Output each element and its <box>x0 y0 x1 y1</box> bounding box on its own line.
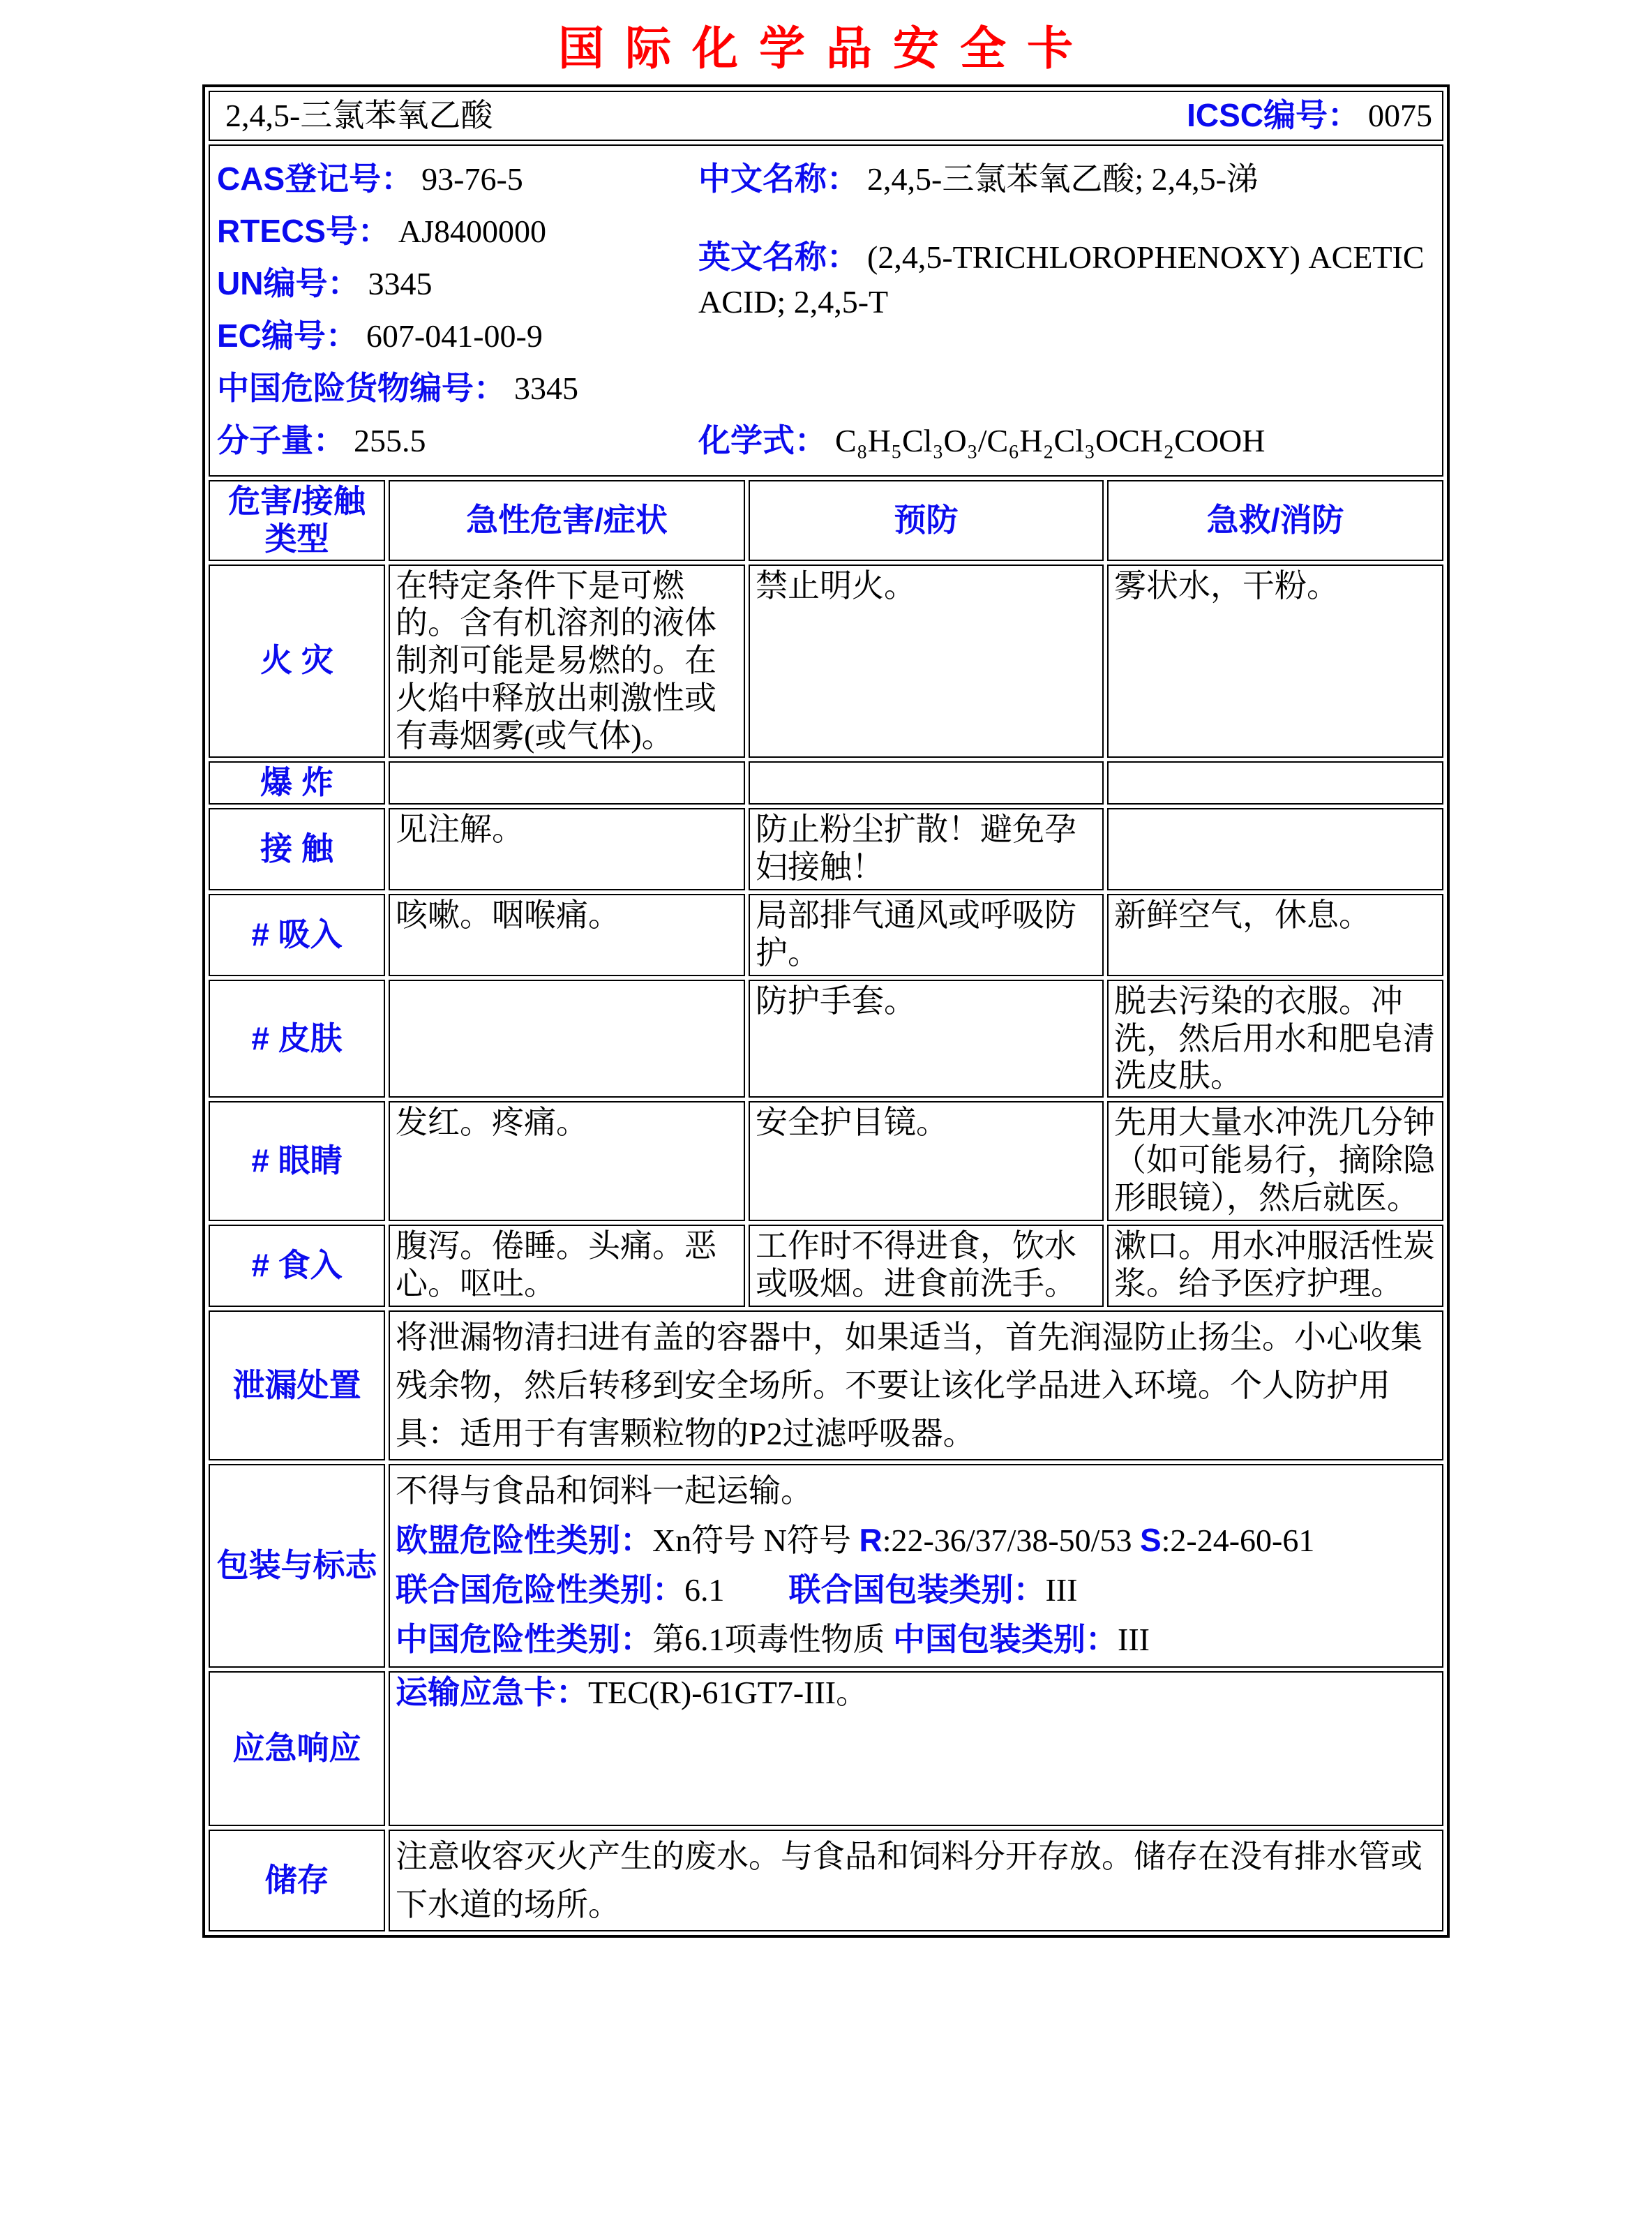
explosion-symptoms-cell <box>389 761 745 805</box>
contact-prevention-cell: 防止粉尘扩散！避免孕妇接触！ <box>749 808 1104 890</box>
row-label-explosion: 爆 炸 <box>209 761 385 805</box>
hazard-row-inhalation <box>209 894 1443 976</box>
emergency-response-row <box>209 1671 1443 1826</box>
packaging-row <box>209 1464 1443 1668</box>
hazard-row-eyes <box>209 1101 1443 1221</box>
fire-symptoms-cell: 在特定条件下是可燃的。含有机溶剂的液体制剂可能是易燃的。在火焰中释放出刺激性或有毒烟雾(或气体)。 <box>389 565 745 758</box>
col-header-hazard-type: 危害/接触 类型 <box>209 480 385 561</box>
inhalation-prevention-cell: 局部排气通风或呼吸防护。 <box>749 894 1104 976</box>
chemical-formula-line: 化学式： C₈H₅Cl₃O₃/C₆H₂Cl₃OCH₂COOH <box>698 422 1266 458</box>
contact-symptoms-cell: 见注解。 <box>389 808 745 890</box>
row-label-eyes: # 眼睛 <box>209 1101 385 1221</box>
spillage-row <box>209 1310 1443 1460</box>
row-label-fire: 火 灾 <box>209 565 385 758</box>
hazard-row-explosion <box>209 761 1443 805</box>
spillage-text-cell: 将泄漏物清扫进有盖的容器中，如果适当，首先润湿防止扬尘。小心收集残余物，然后转移到安全场所。不要让该化学品进入环境。个人防护用具：适用于有害颗粒物的P2过滤呼吸器。 <box>389 1310 1443 1460</box>
hazard-row-ingestion <box>209 1225 1443 1307</box>
row-label-emergency: 应急响应 <box>209 1671 385 1826</box>
packaging-content-cell <box>389 1464 1443 1668</box>
hazard-row-skin <box>209 980 1443 1098</box>
identifier-item-mol-weight: 分子量： 255.5 <box>217 422 426 458</box>
identifier-item-un: UN编号： 3345 <box>217 265 433 301</box>
packaging-china-class-line: 中国危险性类别：第6.1项毒性物质 中国包装类别：III <box>396 1621 1150 1658</box>
contact-first-aid-cell <box>1107 808 1443 890</box>
inhalation-symptoms-cell: 咳嗽。咽喉痛。 <box>389 894 745 976</box>
ingestion-first-aid-cell: 漱口。用水冲服活性炭浆。给予医疗护理。 <box>1107 1225 1443 1307</box>
icsc-card-table <box>202 84 1450 1938</box>
identifier-item-cas: CAS登记号： 93-76-5 <box>217 160 523 197</box>
packaging-un-class-line: 联合国危险性类别：6.1 联合国包装类别：III <box>396 1571 1078 1608</box>
col-header-first-aid: 急救/消防 <box>1107 480 1443 561</box>
explosion-prevention-cell <box>749 761 1104 805</box>
skin-prevention-cell: 防护手套。 <box>749 980 1104 1098</box>
skin-first-aid-cell: 脱去污染的衣服。冲洗，然后用水和肥皂清洗皮肤。 <box>1107 980 1443 1098</box>
row-label-storage: 储存 <box>209 1830 385 1931</box>
name-bar <box>225 97 1432 135</box>
card-header-row <box>209 91 1443 141</box>
hazard-row-contact <box>209 808 1443 890</box>
skin-symptoms-cell <box>389 980 745 1098</box>
english-name-line: 英文名称： (2,4,5-TRICHLOROPHENOXY) ACETIC ACID; 2,4,5-T <box>698 239 1425 320</box>
explosion-first-aid-cell <box>1107 761 1443 805</box>
fire-first-aid-cell: 雾状水，干粉。 <box>1107 565 1443 758</box>
emergency-content-cell <box>389 1671 1443 1826</box>
chinese-name-line: 中文名称： 2,4,5-三氯苯氧乙酸; 2,4,5-涕 <box>698 160 1259 197</box>
eyes-first-aid-cell: 先用大量水冲洗几分钟（如可能易行，摘除隐形眼镜），然后就医。 <box>1107 1101 1443 1221</box>
icsc-number-value: 0075 <box>1368 98 1432 134</box>
row-label-ingestion: # 食入 <box>209 1225 385 1307</box>
storage-row <box>209 1830 1443 1931</box>
col-header-symptoms: 急性危害/症状 <box>389 480 745 561</box>
icsc-number-label: ICSC编号： <box>1187 97 1360 134</box>
hazard-table-header-row <box>209 480 1443 561</box>
row-label-packaging: 包装与标志 <box>209 1464 385 1668</box>
fire-prevention-cell: 禁止明火。 <box>749 565 1104 758</box>
row-label-spillage: 泄漏处置 <box>209 1310 385 1460</box>
identifier-item-china-dg: 中国危险货物编号： 3345 <box>217 370 578 406</box>
identifiers-row <box>209 144 1443 477</box>
identifiers-right-column <box>698 153 1435 467</box>
packaging-eu-class-line: 欧盟危险性类别：Xn符号 N符号 R:22-36/37/38-50/53 S:2-24-60-61 <box>396 1522 1315 1559</box>
eyes-symptoms-cell: 发红。疼痛。 <box>389 1101 745 1221</box>
identifiers-left-column <box>217 153 698 467</box>
ingestion-symptoms-cell: 腹泻。倦睡。头痛。恶心。呕吐。 <box>389 1225 745 1307</box>
ingestion-prevention-cell: 工作时不得进食，饮水或吸烟。进食前洗手。 <box>749 1225 1104 1307</box>
chemical-name: 2,4,5-三氯苯氧乙酸 <box>225 98 493 134</box>
inhalation-first-aid-cell: 新鲜空气，休息。 <box>1107 894 1443 976</box>
row-label-contact: 接 触 <box>209 808 385 890</box>
storage-text-cell: 注意收容灭火产生的废水。与食品和饲料分开存放。储存在没有排水管或下水道的场所。 <box>389 1830 1443 1931</box>
transport-emergency-card-line: 运输应急卡：TEC(R)-61GT7-III。 <box>396 1674 869 1711</box>
identifier-item-rtecs: RTECS号： AJ8400000 <box>217 213 547 249</box>
identifier-item-ec: EC编号： 607-041-00-9 <box>217 317 543 354</box>
packaging-transport-line: 不得与食品和饲料一起运输。 <box>396 1473 813 1509</box>
eyes-prevention-cell: 安全护目镜。 <box>749 1101 1104 1221</box>
hazard-row-fire <box>209 565 1443 758</box>
icsc-number <box>1187 97 1432 135</box>
col-header-prevention: 预防 <box>749 480 1104 561</box>
row-label-skin: # 皮肤 <box>209 980 385 1098</box>
identifiers-block <box>217 153 1435 467</box>
row-label-inhalation: # 吸入 <box>209 894 385 976</box>
page-title: 国际化学品安全卡 <box>558 22 1094 74</box>
